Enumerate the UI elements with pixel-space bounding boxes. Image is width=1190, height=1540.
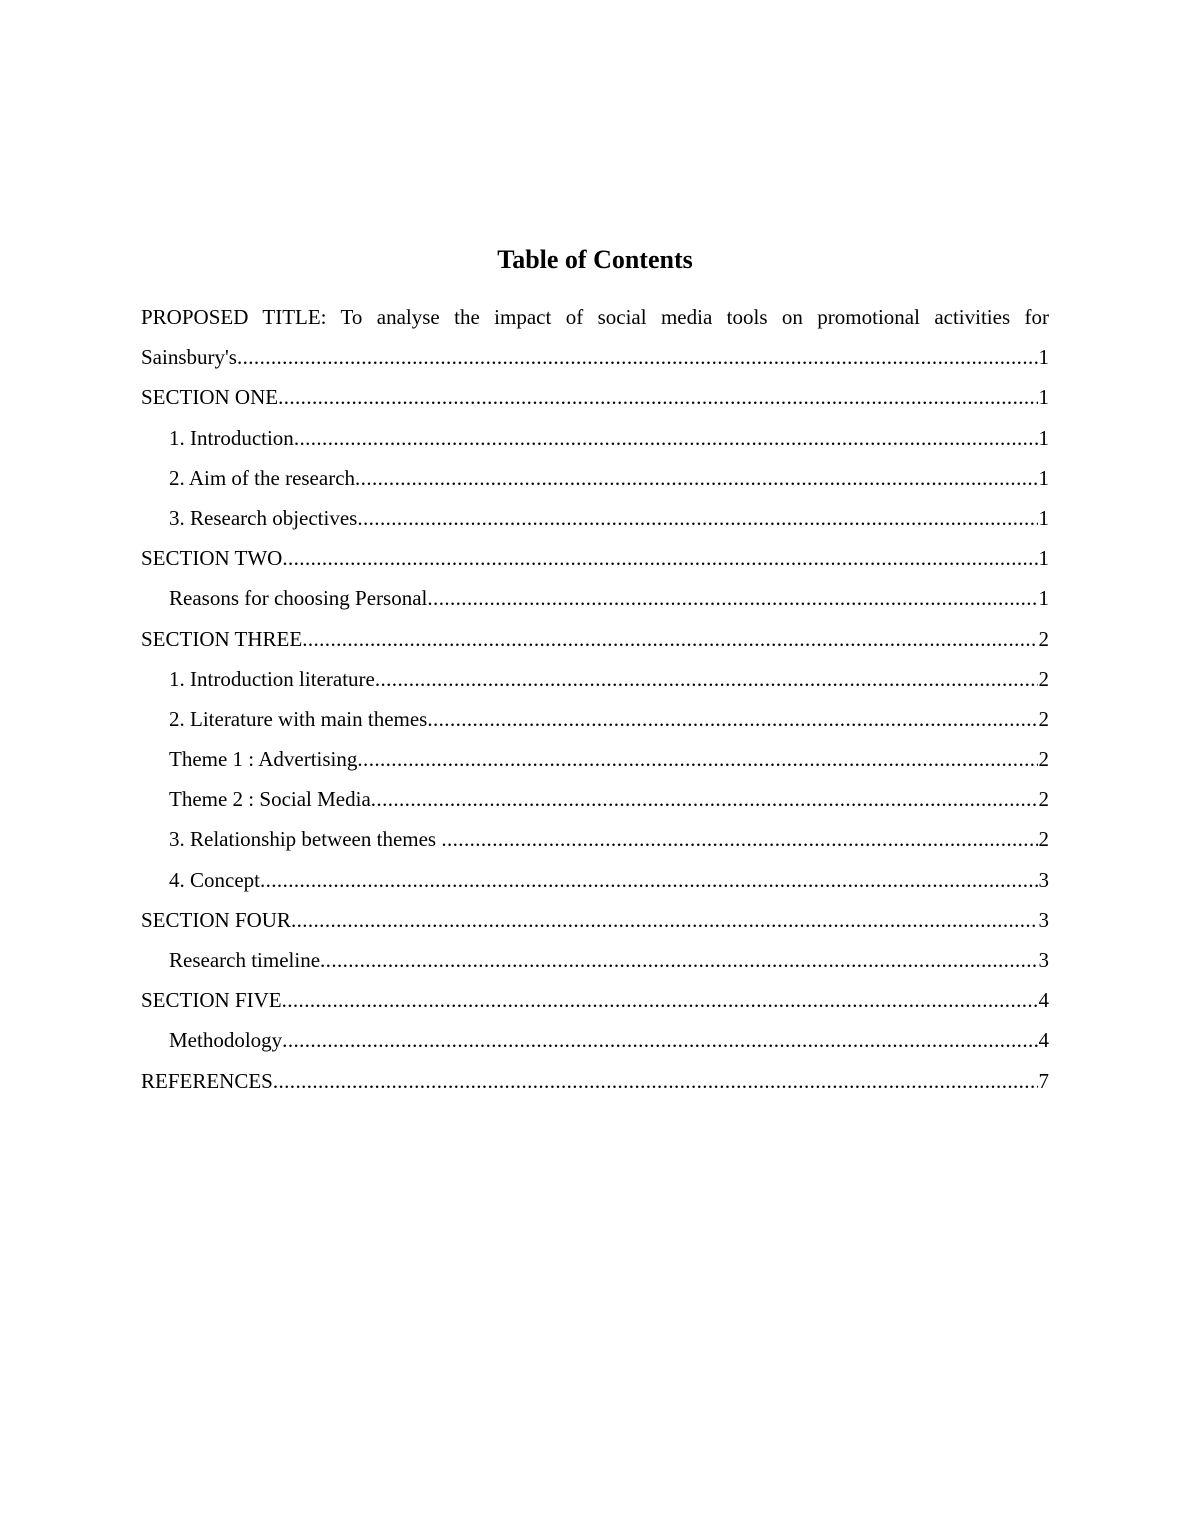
toc-entry-relationship-between-themes[interactable] — [141, 819, 1049, 859]
toc-page-number: 1 — [1038, 425, 1049, 450]
toc-entry-label: Methodology — [169, 1028, 283, 1053]
toc-page-number: 2 — [1038, 747, 1049, 772]
toc-entry-theme-social-media[interactable] — [141, 779, 1049, 819]
dot-leader — [260, 860, 1038, 900]
toc-entry-aim-of-research[interactable] — [141, 458, 1049, 498]
dot-leader — [237, 337, 1038, 377]
toc-entry-theme-advertising[interactable] — [141, 739, 1049, 779]
toc-entry-label: Sainsbury's — [141, 345, 237, 370]
toc-entry-label: Research timeline — [169, 948, 321, 972]
toc-entry-label: 2. Literature with main themes — [169, 706, 428, 731]
dot-leader — [294, 418, 1038, 458]
toc-list — [141, 297, 1049, 1101]
dot-leader — [282, 980, 1038, 1020]
toc-entry-literature-main-themes[interactable] — [141, 699, 1049, 739]
toc-entry-label: Theme 1 : Advertising — [169, 747, 358, 772]
toc-page-number: 2 — [1038, 666, 1049, 691]
toc-page-number: 2 — [1038, 827, 1049, 852]
toc-page-number: 1 — [1038, 546, 1049, 571]
toc-entry-concept[interactable] — [141, 860, 1049, 900]
toc-entry-reasons-for-choosing[interactable] — [141, 578, 1049, 618]
toc-entry-label: 1. Introduction — [169, 425, 294, 450]
toc-entry-proposed-title-line1[interactable]: PROPOSED TITLE: To analyse the impact of social media tools on promotional activities for — [141, 305, 1049, 329]
dot-leader — [371, 779, 1038, 819]
toc-entry-label: 3. Relationship between themes — [169, 827, 442, 852]
toc-page-number: 1 — [1038, 505, 1049, 530]
toc-entry-label: Reasons for choosing Personal — [169, 586, 428, 611]
toc-entry-label: 2. Aim of the research — [169, 465, 356, 490]
toc-entry-section-four[interactable] — [141, 900, 1049, 940]
dot-leader — [273, 1061, 1038, 1101]
dot-leader — [320, 940, 1037, 980]
toc-entry-label: SECTION THREE — [141, 626, 303, 651]
toc-entry-introduction-literature[interactable] — [141, 659, 1049, 699]
toc-page-number: 1 — [1038, 385, 1049, 410]
dot-leader — [278, 377, 1037, 417]
toc-entry-label: 4. Concept — [169, 867, 260, 892]
dot-leader — [357, 739, 1037, 779]
toc-entry-section-two[interactable] — [141, 538, 1049, 578]
toc-page-number: 3 — [1038, 907, 1049, 932]
dot-leader — [375, 659, 1038, 699]
toc-entry-label: REFERENCES — [141, 1068, 273, 1093]
dot-leader — [427, 699, 1037, 739]
toc-entry-research-objectives[interactable] — [141, 498, 1049, 538]
toc-page-number: 4 — [1038, 1028, 1049, 1053]
dot-leader — [427, 578, 1037, 618]
toc-entry-label: 3. Research objectives — [169, 505, 358, 530]
toc-entry-label: SECTION ONE — [141, 385, 279, 410]
toc-page-number: 2 — [1038, 626, 1049, 651]
toc-heading: Table of Contents — [497, 245, 693, 274]
dot-leader — [291, 900, 1038, 940]
toc-entry-section-five[interactable] — [141, 980, 1049, 1020]
toc-page-number: 7 — [1038, 1068, 1049, 1093]
toc-page-number: 3 — [1038, 867, 1049, 892]
toc-page-number: 1 — [1038, 586, 1049, 611]
toc-entry-label: SECTION FOUR — [141, 907, 291, 932]
toc-entry-introduction[interactable] — [141, 418, 1049, 458]
toc-entry-references[interactable] — [141, 1061, 1049, 1101]
toc-entry-label: SECTION TWO — [141, 546, 283, 571]
toc-page-number: 2 — [1038, 706, 1049, 731]
toc-page-number: 3 — [1038, 948, 1049, 972]
dot-leader — [355, 458, 1037, 498]
dot-leader — [441, 819, 1037, 859]
toc-entry-label: SECTION FIVE — [141, 988, 282, 1013]
dot-leader — [302, 619, 1037, 659]
toc-page-number: 2 — [1038, 787, 1049, 812]
toc-entry-label: Theme 2 : Social Media — [169, 787, 371, 812]
toc-page-number: 4 — [1038, 988, 1049, 1013]
toc-entry-proposed-title-line2[interactable] — [141, 337, 1049, 377]
toc-entry-research-timeline[interactable] — [141, 940, 1049, 980]
toc-entry-label: 1. Introduction literature — [169, 666, 375, 691]
toc-entry-section-one[interactable] — [141, 377, 1049, 417]
dot-leader — [282, 538, 1037, 578]
dot-leader — [282, 1020, 1037, 1060]
toc-entry-methodology[interactable] — [141, 1020, 1049, 1060]
toc-entry-section-three[interactable] — [141, 619, 1049, 659]
toc-page-number: 1 — [1038, 465, 1049, 490]
dot-leader — [357, 498, 1037, 538]
toc-page-number: 1 — [1038, 345, 1049, 370]
